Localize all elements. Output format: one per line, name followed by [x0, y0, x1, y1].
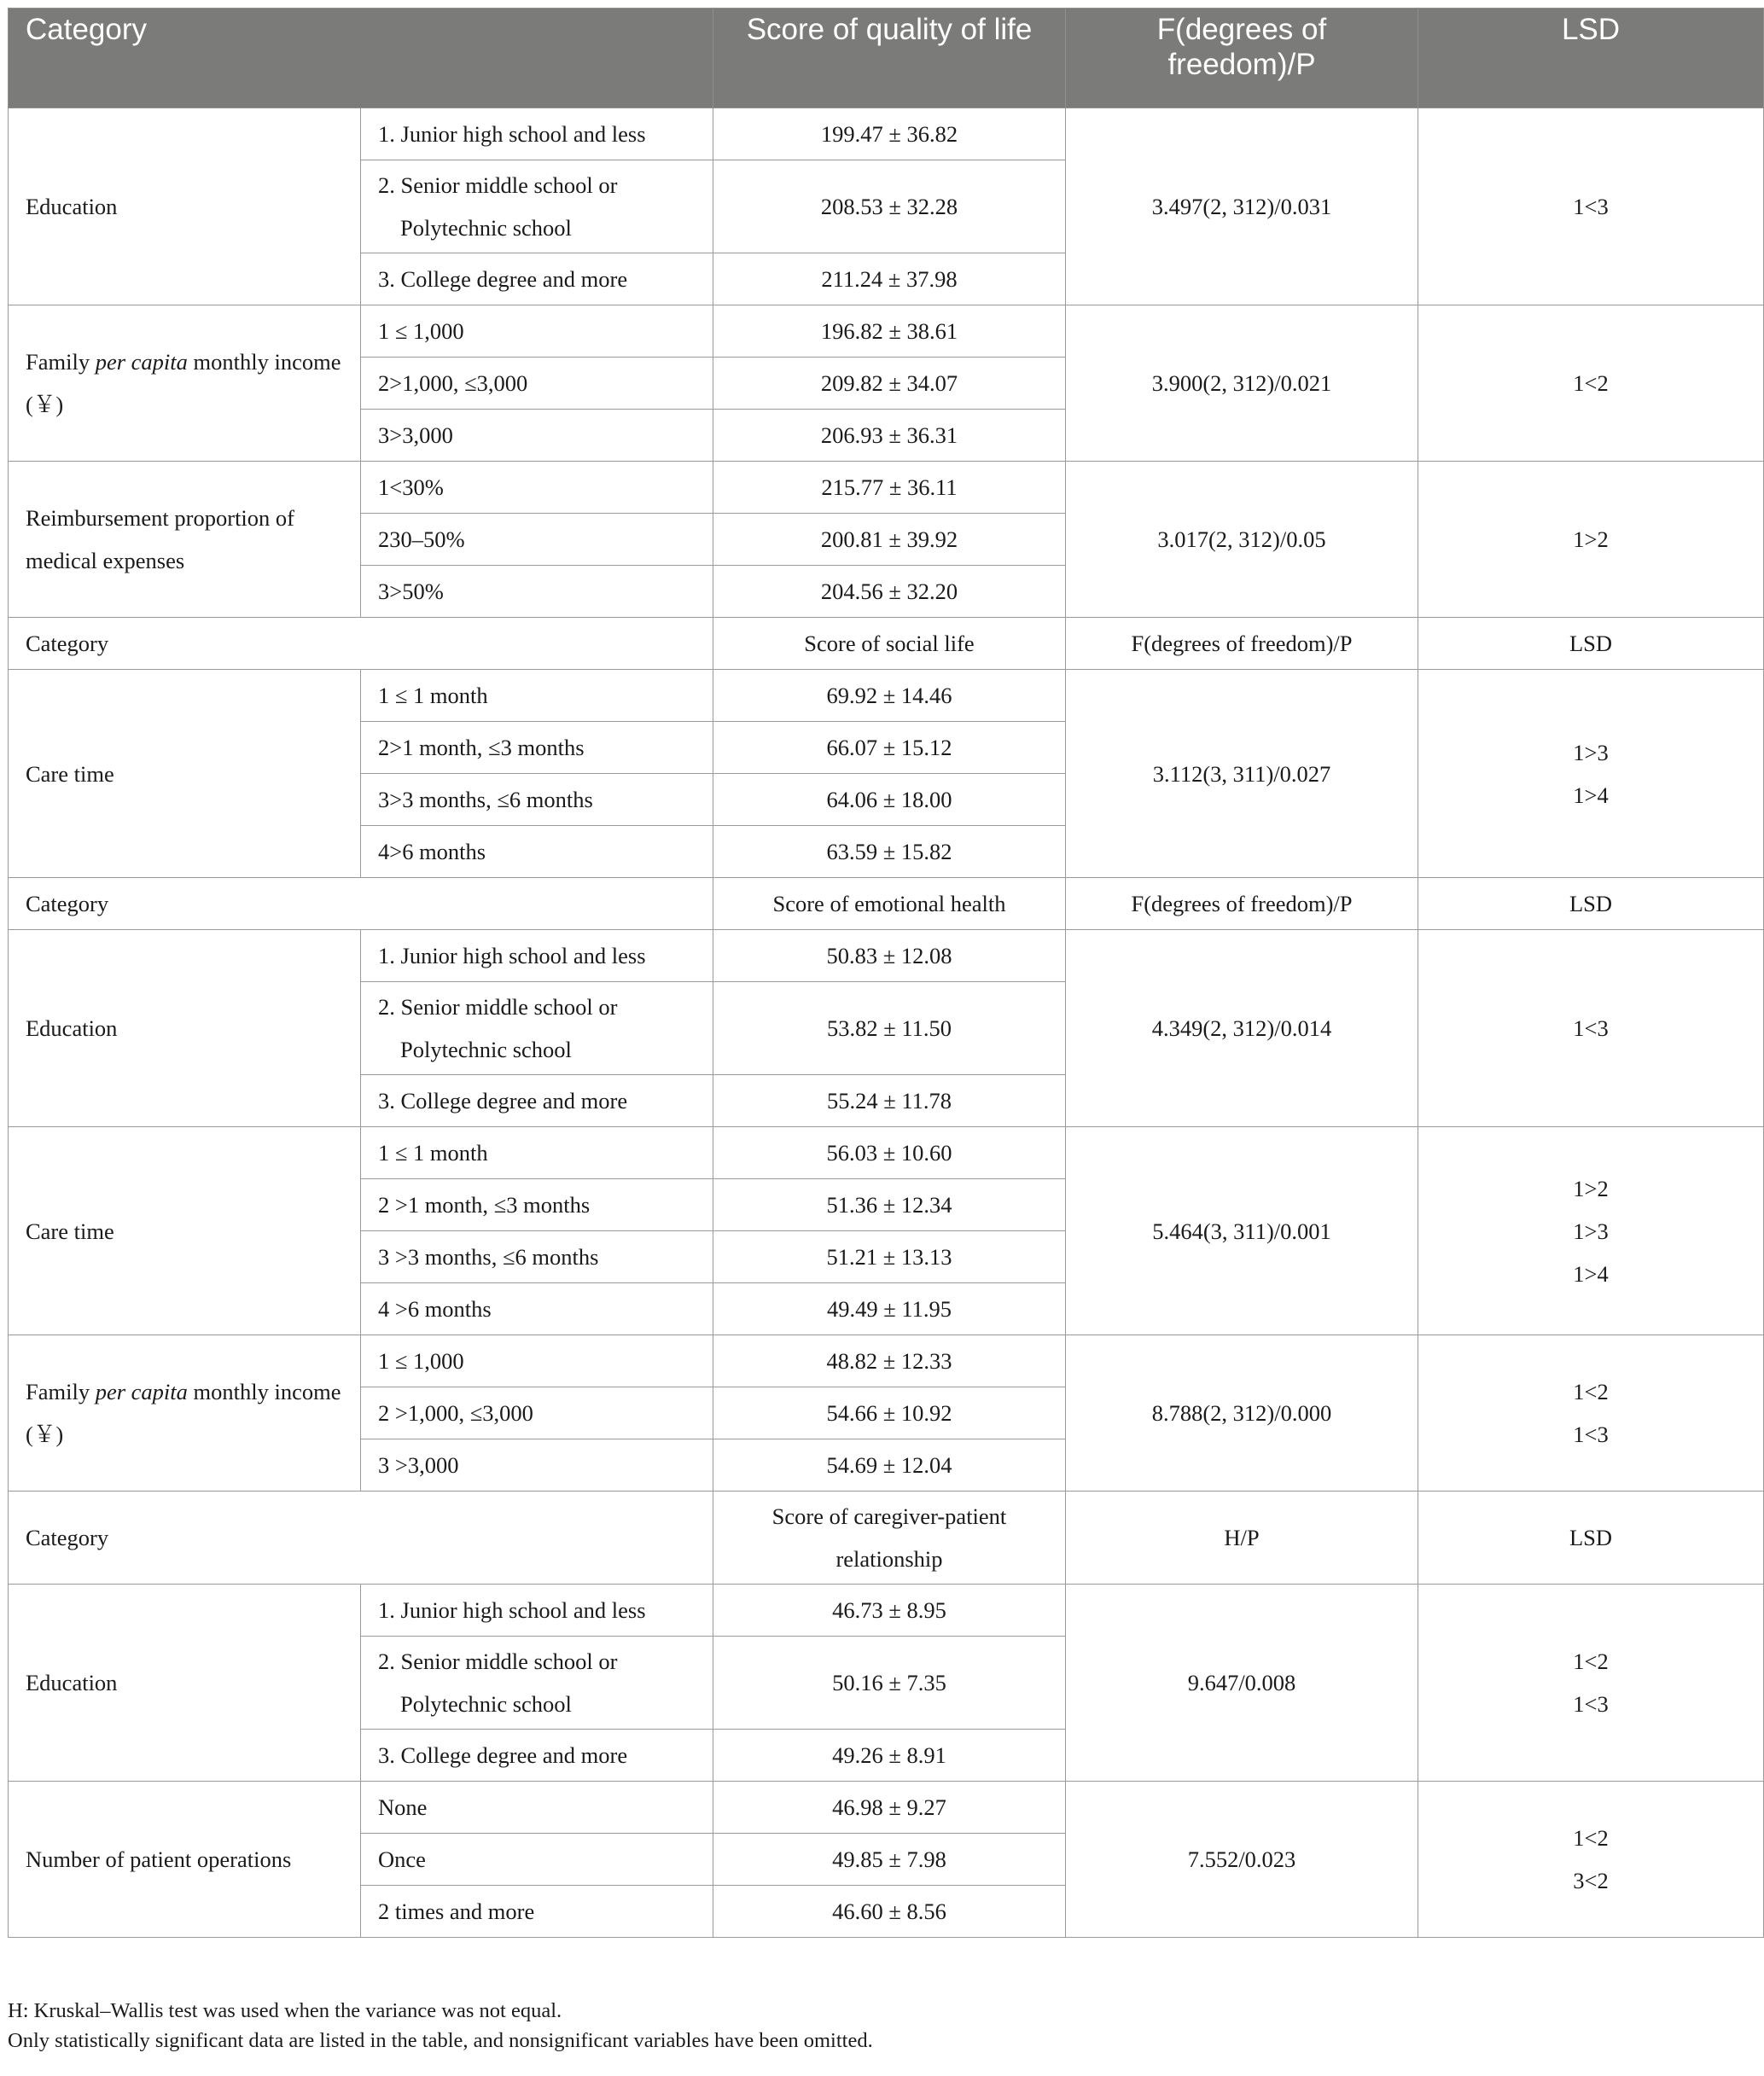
level-text: 3 >3 months, ≤6 months [378, 1244, 599, 1270]
level-cell [361, 108, 713, 160]
level-cell [361, 1637, 713, 1730]
score-cell: 51.36 ± 12.34 [713, 1179, 1066, 1231]
level-cell [361, 1335, 713, 1387]
subheader-category: Category [9, 618, 713, 670]
group-name [9, 305, 361, 462]
score-cell: 211.24 ± 37.98 [713, 253, 1066, 305]
stat-cell: 8.788(2, 312)/0.000 [1066, 1335, 1418, 1492]
group-name-text: Care time [26, 1218, 114, 1244]
subheader-lsd: LSD [1418, 878, 1764, 930]
score-cell: 54.69 ± 12.04 [713, 1439, 1066, 1492]
lsd-item: 1>4 [1573, 1260, 1609, 1287]
level-text: 2>1,000, ≤3,000 [378, 370, 528, 396]
level-text: 2 >1 month, ≤3 months [378, 1192, 591, 1218]
group-name [9, 108, 361, 305]
lsd-cell [1418, 1127, 1764, 1335]
lsd-cell [1418, 1585, 1764, 1782]
group-name-post: monthly income (￥) [26, 349, 341, 417]
score-cell: 49.49 ± 11.95 [713, 1283, 1066, 1335]
level-cell [361, 670, 713, 722]
score-cell: 49.85 ± 7.98 [713, 1834, 1066, 1886]
group-name-text: Reimbursement proportion of medical expenses [26, 505, 294, 573]
lsd-item: 3<2 [1573, 1868, 1609, 1893]
level-text: 1. Junior high school and less [378, 121, 646, 147]
level-cell [361, 1585, 713, 1637]
level-text: 1. Junior high school and less [378, 943, 646, 968]
score-cell: 64.06 ± 18.00 [713, 774, 1066, 826]
subheader-lsd: LSD [1418, 618, 1764, 670]
stat-cell: 5.464(3, 311)/0.001 [1066, 1127, 1418, 1335]
group-name-pre: Family [26, 349, 96, 375]
level-text: 4 >6 months [378, 1296, 492, 1322]
stat-cell: 7.552/0.023 [1066, 1782, 1418, 1938]
group-name-italic: per capita [95, 349, 188, 375]
level-cell [361, 930, 713, 982]
lsd-item: 1<2 [1573, 1825, 1609, 1851]
lsd-item: 1<3 [1573, 1422, 1609, 1447]
group-name [9, 670, 361, 878]
level-cell [361, 1886, 713, 1938]
group-name-text: Number of patient operations [26, 1846, 292, 1872]
level-text: 2. Senior middle school or Polytechnic school [378, 1649, 618, 1717]
level-text: 1 ≤ 1 month [378, 683, 488, 708]
table-body [9, 108, 1764, 1938]
header-score: Score of quality of life [713, 9, 1066, 108]
subheader-row [9, 1492, 1764, 1585]
level-text: 3. College degree and more [378, 1088, 628, 1114]
score-cell: 208.53 ± 32.28 [713, 160, 1066, 253]
lsd-cell [1418, 1782, 1764, 1938]
group-name [9, 1127, 361, 1335]
table-header-row [9, 9, 1764, 108]
level-cell [361, 1387, 713, 1439]
lsd-item: 1<2 [1573, 370, 1609, 396]
level-text: 4>6 months [378, 839, 486, 864]
score-cell: 49.26 ± 8.91 [713, 1730, 1066, 1782]
score-cell: 48.82 ± 12.33 [713, 1335, 1066, 1387]
subheader-stat: F(degrees of freedom)/P [1066, 878, 1418, 930]
lsd-item: 1<2 [1573, 1649, 1609, 1674]
table-row [9, 462, 1764, 514]
stat-cell: 9.647/0.008 [1066, 1585, 1418, 1782]
lsd-cell [1418, 670, 1764, 878]
lsd-item: 1>3 [1573, 739, 1609, 765]
lsd-item: 1>4 [1573, 782, 1609, 808]
score-cell: 46.60 ± 8.56 [713, 1886, 1066, 1938]
header-lsd: LSD [1418, 9, 1764, 108]
table-row [9, 1585, 1764, 1637]
level-cell [361, 774, 713, 826]
table-row [9, 305, 1764, 358]
results-table [8, 8, 1764, 1938]
level-cell [361, 1075, 713, 1127]
subheader-score [713, 618, 1066, 670]
lsd-item: 1<3 [1573, 1015, 1609, 1041]
level-cell [361, 1439, 713, 1492]
score-cell: 46.73 ± 8.95 [713, 1585, 1066, 1637]
level-cell [361, 1782, 713, 1834]
group-name-pre: Family [26, 1379, 96, 1404]
stat-cell: 3.900(2, 312)/0.021 [1066, 305, 1418, 462]
group-name-post: monthly income (￥) [26, 1379, 341, 1447]
lsd-item: 1<3 [1573, 194, 1609, 219]
lsd-item: 1<2 [1573, 1379, 1609, 1404]
header-category: Category [9, 9, 713, 108]
score-cell: 200.81 ± 39.92 [713, 514, 1066, 566]
level-text: Once [378, 1846, 426, 1872]
level-text: 2. Senior middle school or Polytechnic school [378, 994, 618, 1062]
group-name [9, 930, 361, 1127]
level-text: 3 >3,000 [378, 1452, 459, 1478]
level-cell [361, 305, 713, 358]
level-text: 3. College degree and more [378, 1742, 628, 1768]
lsd-cell [1418, 108, 1764, 305]
lsd-item: 1>3 [1573, 1218, 1609, 1244]
table-row [9, 930, 1764, 982]
header-f: F(degrees of freedom)/P [1066, 9, 1418, 108]
score-cell: 204.56 ± 32.20 [713, 566, 1066, 618]
level-cell [361, 160, 713, 253]
level-cell [361, 1283, 713, 1335]
subheader-row [9, 618, 1764, 670]
level-cell [361, 1231, 713, 1283]
level-text: 1<30% [378, 474, 444, 500]
level-text: 1. Junior high school and less [378, 1597, 646, 1623]
subheader-score [713, 878, 1066, 930]
group-name [9, 1335, 361, 1492]
level-cell [361, 826, 713, 878]
stat-cell: 3.112(3, 311)/0.027 [1066, 670, 1418, 878]
level-text: None [378, 1794, 428, 1820]
level-cell [361, 358, 713, 410]
score-cell: 50.16 ± 7.35 [713, 1637, 1066, 1730]
score-cell: 56.03 ± 10.60 [713, 1127, 1066, 1179]
note-kruskal-wallis: H: Kruskal–Wallis test was used when the variance was not equal. [8, 1999, 562, 2022]
level-text: 3>3,000 [378, 422, 453, 448]
level-cell [361, 1127, 713, 1179]
lsd-item: 1>2 [1573, 526, 1609, 552]
stat-cell: 3.017(2, 312)/0.05 [1066, 462, 1418, 618]
score-cell: 199.47 ± 36.82 [713, 108, 1066, 160]
lsd-cell [1418, 1335, 1764, 1492]
level-text: 230–50% [378, 526, 465, 552]
level-cell [361, 722, 713, 774]
level-cell [361, 1730, 713, 1782]
subheader-score-text: Score of social life [804, 631, 975, 656]
lsd-cell [1418, 305, 1764, 462]
level-cell [361, 462, 713, 514]
group-name-italic: per capita [95, 1379, 188, 1404]
stat-cell: 3.497(2, 312)/0.031 [1066, 108, 1418, 305]
lsd-cell [1418, 462, 1764, 618]
level-text: 2 times and more [378, 1899, 535, 1924]
subheader-lsd: LSD [1418, 1492, 1764, 1585]
score-cell: 50.83 ± 12.08 [713, 930, 1066, 982]
score-cell: 66.07 ± 15.12 [713, 722, 1066, 774]
level-text: 3. College degree and more [378, 266, 628, 292]
score-cell: 55.24 ± 11.78 [713, 1075, 1066, 1127]
table-row [9, 108, 1764, 160]
subheader-category: Category [9, 878, 713, 930]
group-name-text: Education [26, 1015, 118, 1041]
lsd-item: 1>2 [1573, 1175, 1609, 1201]
score-cell: 69.92 ± 14.46 [713, 670, 1066, 722]
score-cell: 46.98 ± 9.27 [713, 1782, 1066, 1834]
level-text: 3>50% [378, 579, 444, 604]
score-cell: 53.82 ± 11.50 [713, 982, 1066, 1075]
level-cell [361, 514, 713, 566]
level-text: 3>3 months, ≤6 months [378, 787, 593, 812]
level-cell [361, 1834, 713, 1886]
group-name-text: Care time [26, 760, 114, 787]
score-cell: 206.93 ± 36.31 [713, 410, 1066, 462]
table-notes [8, 1996, 873, 2056]
level-text: 1 ≤ 1,000 [378, 318, 464, 344]
level-cell [361, 410, 713, 462]
score-cell: 215.77 ± 36.11 [713, 462, 1066, 514]
score-cell: 51.21 ± 13.13 [713, 1231, 1066, 1283]
level-cell [361, 566, 713, 618]
subheader-score-text: Score of caregiver-patient relationship [771, 1503, 1007, 1572]
level-text: 2 >1,000, ≤3,000 [378, 1400, 533, 1426]
group-name [9, 1782, 361, 1938]
note-significance: Only statistically significant data are listed in the table, and nonsignificant variables have been omitted. [8, 2029, 873, 2052]
group-name-text: Education [26, 1670, 118, 1695]
subheader-score-text: Score of emotional health [772, 891, 1006, 916]
level-text: 1 ≤ 1 month [378, 1140, 488, 1166]
table-container [8, 8, 1763, 2052]
subheader-category: Category [9, 1492, 713, 1585]
level-text: 1 ≤ 1,000 [378, 1348, 464, 1374]
subheader-stat: F(degrees of freedom)/P [1066, 618, 1418, 670]
group-name-text: Education [26, 194, 118, 219]
level-text: 2. Senior middle school or Polytechnic school [378, 172, 618, 241]
subheader-stat: H/P [1066, 1492, 1418, 1585]
score-cell: 209.82 ± 34.07 [713, 358, 1066, 410]
score-cell: 63.59 ± 15.82 [713, 826, 1066, 878]
group-name [9, 1585, 361, 1782]
lsd-cell [1418, 930, 1764, 1127]
level-text: 2>1 month, ≤3 months [378, 735, 585, 760]
subheader-score [713, 1492, 1066, 1585]
level-cell [361, 1179, 713, 1231]
table-row [9, 1782, 1764, 1834]
level-cell [361, 982, 713, 1075]
level-cell [361, 253, 713, 305]
stat-cell: 4.349(2, 312)/0.014 [1066, 930, 1418, 1127]
table-row [9, 1335, 1764, 1387]
table-row [9, 670, 1764, 722]
group-name [9, 462, 361, 618]
lsd-item: 1<3 [1573, 1691, 1609, 1717]
subheader-row [9, 878, 1764, 930]
table-row [9, 1127, 1764, 1179]
score-cell: 196.82 ± 38.61 [713, 305, 1066, 358]
score-cell: 54.66 ± 10.92 [713, 1387, 1066, 1439]
